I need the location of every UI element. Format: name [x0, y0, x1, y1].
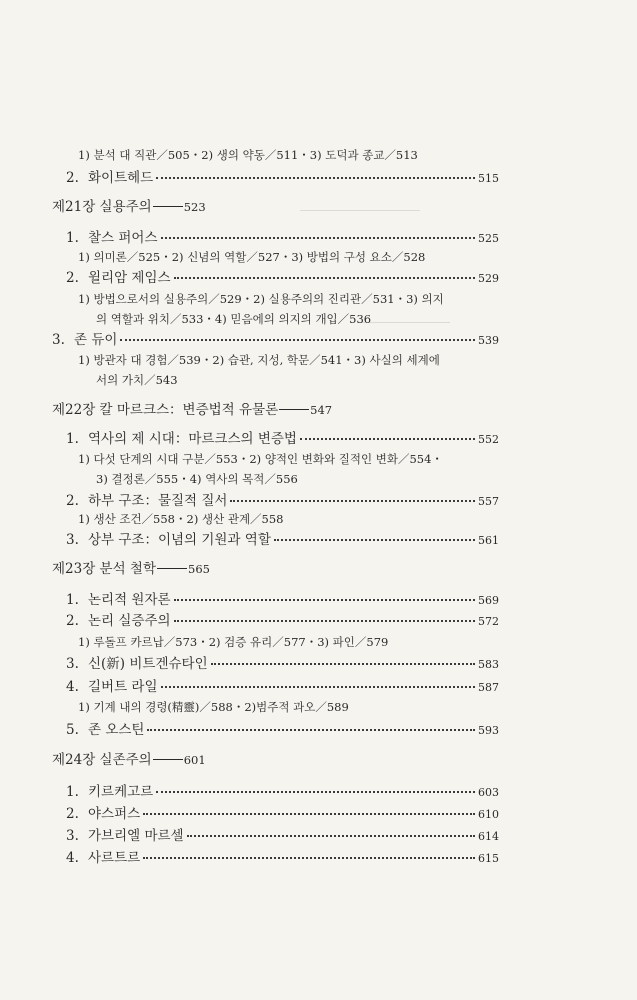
toc-entry[interactable]: [66, 534, 499, 548]
entry-number: 4.: [66, 679, 79, 695]
chapter-page: 601: [183, 753, 206, 767]
entry-page: 552: [478, 433, 499, 446]
leader-dots: [161, 686, 476, 688]
toc-subentries: 1) 방법으로서의 실용주의／529・2) 실용주의의 진리관／531・3) 의지: [78, 292, 444, 306]
leader-dots: [211, 663, 475, 665]
leader-dots: [274, 539, 475, 541]
entry-number: 2.: [66, 613, 79, 629]
leader-dots: [143, 813, 475, 815]
entry-title: 역사의 제 시대：마르크스의 변증법: [88, 431, 297, 447]
entry-number: 3.: [66, 828, 79, 844]
em-dash: [153, 206, 183, 207]
entry-number: 2.: [66, 270, 79, 286]
entry-page: 557: [478, 495, 499, 508]
toc-entry[interactable]: [66, 495, 499, 509]
entry-number: 1.: [66, 592, 79, 608]
toc-entry[interactable]: [52, 334, 499, 348]
entry-title: 상부 구조：이념의 기원과 역할: [88, 532, 271, 548]
toc-subentries: 의 역할과 위치／533・4) 믿음에의 의지의 개입／536: [96, 312, 372, 326]
chapter-page: 523: [183, 200, 206, 214]
entry-title: 존 듀이: [74, 332, 118, 348]
toc-entry[interactable]: [66, 232, 499, 246]
leader-dots: [174, 277, 475, 279]
entry-number: 3.: [52, 332, 65, 348]
leader-dots: [156, 791, 475, 793]
em-dash: [157, 568, 187, 569]
toc-entry[interactable]: [66, 658, 499, 672]
entry-title: 사르트르: [88, 850, 141, 866]
toc-entry[interactable]: [66, 615, 499, 629]
chapter-page: 565: [188, 562, 210, 576]
leader-dots: [300, 438, 475, 440]
leader-dots: [147, 729, 475, 731]
chapter-title: 제22장 칼 마르크스：변증법적 유물론: [52, 402, 279, 418]
entry-number: 1.: [66, 431, 79, 447]
entry-page: 583: [478, 658, 499, 671]
toc-entry[interactable]: [66, 786, 499, 800]
chapter-title: 제21장 실용주의: [52, 199, 152, 215]
chapter-heading[interactable]: [52, 754, 206, 768]
em-dash: [153, 759, 183, 760]
entry-title: 야스퍼스: [88, 806, 141, 822]
entry-number: 1.: [66, 784, 79, 800]
toc-subentries: 1) 루돌프 카르납／573・2) 검증 유리／577・3) 파인／579: [78, 635, 389, 649]
entry-number: 2.: [66, 493, 79, 509]
leader-dots: [230, 500, 475, 502]
toc-subentries: 1) 생산 조건／558・2) 생산 관계／558: [78, 512, 284, 526]
entry-number: 3.: [66, 656, 79, 672]
entry-number: 5.: [66, 722, 79, 738]
entry-title: 존 오스틴: [88, 722, 145, 738]
entry-page: 603: [478, 786, 499, 799]
toc-subentries: 1) 분석 대 직관／505・2) 생의 약동／511・3) 도덕과 종교／513: [78, 148, 418, 162]
toc-subentries: 1) 기계 내의 경령(精靈)／588・2)범주적 과오／589: [78, 700, 349, 714]
chapter-heading[interactable]: [52, 404, 332, 418]
toc-subentries: 서의 가치／543: [96, 373, 178, 387]
toc-subentries: 1) 방관자 대 경험／539・2) 습관, 지성, 학문／541・3) 사실의 세계에: [78, 353, 440, 367]
toc-entry[interactable]: [66, 594, 499, 608]
entry-title: 논리적 원자론: [88, 592, 171, 608]
em-dash: [279, 409, 309, 410]
leader-dots: [174, 620, 475, 622]
toc-entry[interactable]: [66, 681, 499, 695]
toc-subentries: 1) 의미론／525・2) 신념의 역할／527・3) 방법의 구성 요소／528: [78, 250, 426, 264]
toc-entry[interactable]: [66, 830, 499, 844]
entry-number: 2.: [66, 806, 79, 822]
entry-page: 561: [478, 534, 499, 547]
leader-dots: [174, 599, 475, 601]
entry-page: 593: [478, 724, 499, 737]
entry-page: 587: [478, 681, 499, 694]
entry-title: 신(新) 비트겐슈타인: [88, 656, 208, 672]
leader-dots: [161, 237, 476, 239]
leader-dots: [156, 177, 475, 179]
entry-number: 1.: [66, 230, 79, 246]
entry-page: 539: [478, 334, 499, 347]
entry-page: 614: [478, 830, 499, 843]
entry-page: 525: [478, 232, 499, 245]
toc-entry[interactable]: [66, 808, 499, 822]
entry-title: 찰스 퍼어스: [88, 230, 158, 246]
entry-page: 615: [478, 852, 499, 865]
toc-entry[interactable]: [66, 172, 499, 186]
chapter-title: 제24장 실존주의: [52, 752, 152, 768]
leader-dots: [187, 835, 475, 837]
chapter-title: 제23장 분석 철학: [52, 561, 157, 577]
leader-dots: [143, 857, 475, 859]
entry-title: 가브리엘 마르셀: [88, 828, 184, 844]
entry-title: 윌리암 제임스: [88, 270, 171, 286]
chapter-heading[interactable]: [52, 563, 210, 577]
entry-page: 515: [478, 172, 499, 185]
entry-title: 키르케고르: [88, 784, 154, 800]
entry-title: 화이트헤드: [88, 170, 154, 186]
toc-entry[interactable]: [66, 852, 499, 866]
toc-entry[interactable]: [66, 724, 499, 738]
toc-subentries: 1) 다섯 단계의 시대 구분／553・2) 양적인 변화와 질적인 변화／554・: [78, 452, 443, 466]
entry-title: 하부 구조：물질적 질서: [88, 493, 228, 509]
entry-title: 논리 실증주의: [88, 613, 171, 629]
toc-subentries: 3) 결정론／555・4) 역사의 목적／556: [96, 472, 298, 486]
bleed-through: [300, 210, 420, 211]
entry-title: 길버트 라일: [88, 679, 158, 695]
bleed-through: [360, 322, 450, 323]
entry-page: 572: [478, 615, 499, 628]
entry-number: 2.: [66, 170, 79, 186]
entry-page: 569: [478, 594, 499, 607]
chapter-page: 547: [310, 403, 333, 417]
entry-number: 3.: [66, 532, 79, 548]
entry-number: 4.: [66, 850, 79, 866]
entry-page: 529: [478, 272, 499, 285]
chapter-heading[interactable]: [52, 201, 206, 215]
entry-page: 610: [478, 808, 499, 821]
leader-dots: [120, 339, 475, 341]
toc-entry[interactable]: [66, 272, 499, 286]
toc-entry[interactable]: [66, 433, 499, 447]
